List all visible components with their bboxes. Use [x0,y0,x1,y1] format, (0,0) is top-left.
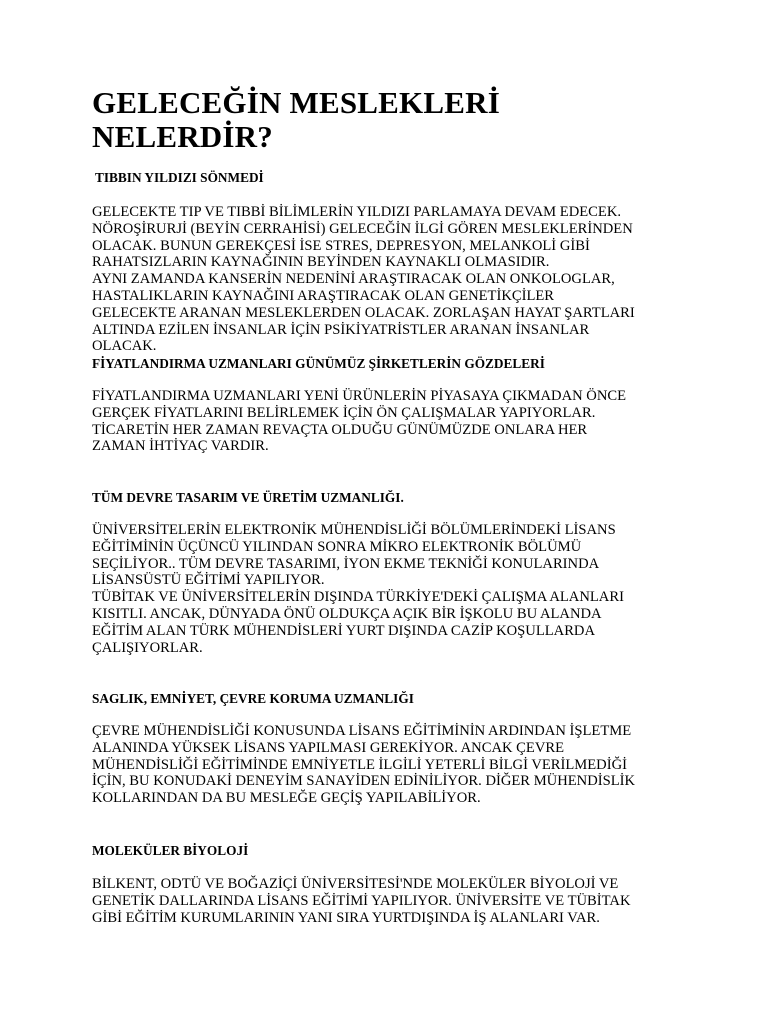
section-heading-tibbin-yildizi: TIBBIN YILDIZI SÖNMEDİ [95,170,264,185]
section-paragraph-tibbin-yildizi: GELECEKTE TIP VE TIBBİ BİLİMLERİN YILDIZI PARLAMAYA DEVAM EDECEK. NÖROŞİRURJİ (BEYİN CERRAHİSİ) GELECEĞİN İLGİ GÖREN MESLEKLERİNDEN OLACAK. BUNUN GEREKÇESİ İSE STRES, DEPRESYON, MELANKOLİ GİBİ RAHATSIZLARIN KAYNAĞININ BEYİNDEN KAYNAKLI OLMASIDIR. AYNI ZAMANDA KANSERİN NEDENİNİ ARAŞTIRACAK OLAN ONKOLOGLAR, HASTALIKLARIN KAYNAĞINI ARAŞTIRACAK OLAN GENETİKÇİLER GELECEKTE ARANAN MESLEKLERDEN OLACAK. ZORLAŞAN HAYAT ŞARTLARI ALTINDA EZİLEN İNSANLAR İÇİN PSİKİYATRİSTLER ARANAN İNSANLAR OLACAK. [92,204,635,355]
title-line-2: NELERDİR? [92,119,273,154]
title-line-1: GELECEĞİN MESLEKLERİ [92,85,500,120]
section-heading-molekuler-biyoloji: MOLEKÜLER BİYOLOJİ [92,843,249,858]
section-heading-fiyatlandirma: FİYATLANDIRMA UZMANLARI GÜNÜMÜZ ŞİRKETLERİN GÖZDELERİ [92,356,545,371]
section-heading-tum-devre: TÜM DEVRE TASARIM VE ÜRETİM UZMANLIĞI. [92,490,404,505]
section-heading-saglik-emniyet: SAGLIK, EMNİYET, ÇEVRE KORUMA UZMANLIĞI [92,691,414,706]
section-paragraph-tum-devre: ÜNİVERSİTELERİN ELEKTRONİK MÜHENDİSLİĞİ BÖLÜMLERİNDEKİ LİSANS EĞİTİMİNİN ÜÇÜNCÜ YILINDAN SONRA MİKRO ELEKTRONİK BÖLÜMÜ SEÇİLİYOR.. TÜM DEVRE TASARIMI, İYON EKME TEKNİĞİ KONULARINDA LİSANSÜSTÜ EĞİTİMİ YAPILIYOR. TÜBİTAK VE ÜNİVERSİTELERİN DIŞINDA TÜRKİYE'DEKİ ÇALIŞMA ALANLARI KISITLI. ANCAK, DÜNYADA ÖNÜ OLDUKÇA AÇIK BİR İŞKOLU BU ALANDA EĞİTİM ALAN TÜRK MÜHENDİSLERİ YURT DIŞINDA CAZİP KOŞULLARDA ÇALIŞIYORLAR. [92,522,624,656]
section-paragraph-fiyatlandirma: FİYATLANDIRMA UZMANLARI YENİ ÜRÜNLERİN PİYASAYA ÇIKMADAN ÖNCE GERÇEK FİYATLARINI BELİRLEMEK İÇİN ÖN ÇALIŞMALAR YAPIYORLAR. TİCARETİN HER ZAMAN REVAÇTA OLDUĞU GÜNÜMÜZDE ONLARA HER ZAMAN İHTİYAÇ VARDIR. [92,388,627,455]
section-paragraph-saglik-emniyet: ÇEVRE MÜHENDİSLİĞİ KONUSUNDA LİSANS EĞİTİMİNİN ARDINDAN İŞLETME ALANINDA YÜKSEK LİSANS YAPILMASI GEREKİYOR. ANCAK ÇEVRE MÜHENDİSLİĞİ EĞİTİMİNDE EMNİYETLE İLGİLİ YETERLİ BİLGİ VERİLMEDİĞİ İÇİN, BU KONUDAKİ DENEYİM SANAYİDEN EDİNİLİYOR. DİĞER MÜHENDİSLİK KOLLARINDAN DA BU MESLEĞE GEÇİŞ YAPILABİLİYOR. [92,723,636,807]
section-paragraph-molekuler-biyoloji: BİLKENT, ODTÜ VE BOĞAZİÇİ ÜNİVERSİTESİ'NDE MOLEKÜLER BİYOLOJİ VE GENETİK DALLARINDA LİSANS EĞİTİMİ YAPILIYOR. ÜNİVERSİTE VE TÜBİTAK GİBİ EĞİTİM KURUMLARININ YANI SIRA YURTDIŞINDA İŞ ALANLARI VAR. [92,876,631,926]
document-title [92,86,692,154]
